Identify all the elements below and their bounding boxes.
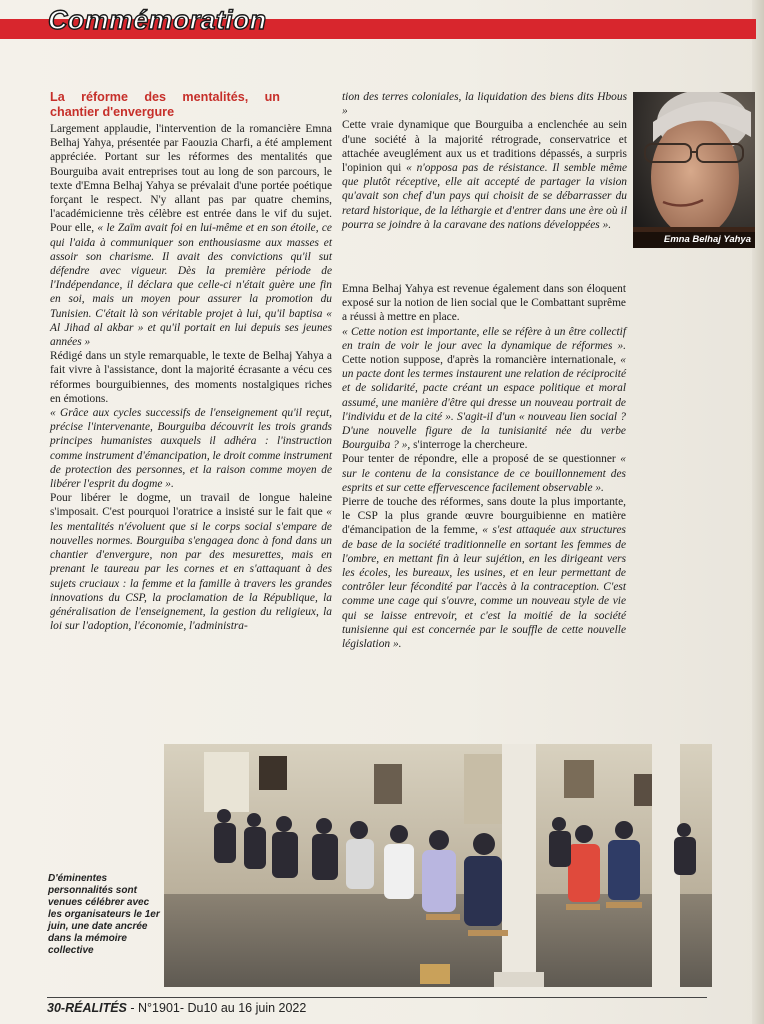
paragraph-text: Cette notion suppose, d'après la romancière internationale, xyxy=(342,354,617,367)
paragraph xyxy=(50,406,332,491)
quote-text: « les mentalités n'évoluent que si le corps social s'empare de nouvelles normes. Bourguiba s'engagea donc à fond dans un chantier d'envergure, non par des mesurettes, mais en prenant le taureau par les cornes et en s'attaquant à des sujets cruciaux : la femme et la famille à travers les grandes innovations du CSP, la proclamation de la République, la généralisation de l'enseignement, la gestion du religieux, la loi sur l'adoption, l'économie, l'administra- xyxy=(50,506,332,633)
quote-text: tion des terres coloniales, la liquidation des biens dits Hbous » xyxy=(342,91,627,118)
quote-text: « sur le contenu de la consistance de ce bouillonnement des esprits et sur cette effervescence facilement observable ». xyxy=(342,453,626,494)
paragraph xyxy=(342,118,627,232)
paragraph-text: Pour libérer le dogme, un travail de longue haleine s'imposait. C'est pourquoi l'oratrice a insisté sur le fait que xyxy=(50,492,332,519)
article-column-2-bottom xyxy=(342,282,626,651)
paragraph: Emna Belhaj Yahya est revenue également dans son éloquent exposé sur la notion de lien social que le Combattant suprême a réussi à mettre en place. xyxy=(342,283,626,324)
article-heading: La réforme des mentalités, un chantier d'envergure xyxy=(50,90,280,119)
paragraph xyxy=(342,452,626,495)
page-number: 30- xyxy=(47,1001,66,1015)
quote-text: « s'est attaquée aux structures de base de la société traditionnelle en sortant les femmes de l'ombre, en mettant fin à leur sujétion, en les dirigeant vers les écoles, les bureaux, les usines, et en leur permettant de contrôler leur fécondité par l'accès à la contraception. C'est comme une cage qui s'ouvre, comme un nouveau style de vie qui se laisse entrevoir, et c'est la moitié de la société tunisienne qui est concernée par le souffle de cette nouvelle législation ». xyxy=(342,524,626,651)
page-footer xyxy=(47,997,707,1018)
event-photo-image xyxy=(164,744,712,987)
quote-text: « Cette notion est importante, elle se réfère à un être collectif en train de voir le jour avec la dynamique de réformes ». xyxy=(342,325,626,352)
section-rubric: Commémoration xyxy=(48,5,267,35)
quote-text: « Grâce aux cycles successifs de l'enseignement qu'il reçut, précise l'intervenante, Bourguiba découvrit les trois grands principes humanistes auxquels il adhéra : l'instruction comme instrument d'émancipation, le droit comme instrument de protection des personnes, et la raison comme moyen de libérer l'esprit du dogme ». xyxy=(50,407,332,491)
paragraph-text: s'interroge la chercheure. xyxy=(413,439,528,452)
event-photo xyxy=(164,744,712,987)
paragraph xyxy=(342,90,627,118)
paragraph: Rédigé dans un style remarquable, le texte de Belhaj Yahya a fait vivre à l'assistance, dont la majorité écrasante a vécu ces réformes bourguibiennes, des moments nostalgiques riches en émotions. xyxy=(50,350,332,405)
paragraph xyxy=(50,491,332,633)
quote-text: « le Zaïm avait foi en lui-même et en son étoile, ce qui l'aida à communiquer son enthousiasme aux masses et assoir son charisme. Il avait des convictions qu'il sut défendre avec vigueur. Dès la première période de l'Indépendance, il déclara que celle-ci n'était guère une fin en soi, mais un moyen pour assurer la promotion du Tunisien. C'était là son véritable projet à lui, qu'il baptisa « Al Jihad al akbar » et qu'il portait en lui depuis ses jeunes années » xyxy=(50,222,332,349)
portrait-image xyxy=(633,92,755,248)
paragraph xyxy=(342,325,626,453)
paragraph-text: Pour tenter de répondre, elle a proposé de se questionner xyxy=(342,453,616,466)
quote-text: « un pacte dont les termes instaurent une relation de réciprocité et de solidarité, pacte créant un espace politique et moral assumé, une manière d'être qui dresse un nouveau portrait de l'individu et de la cité ». S'agit-il d'un « nouveau lien social ? D'une nouvelle figure de la tunisianité née du verbe Bourguiba ? », xyxy=(342,354,626,452)
paragraph-text: Cette vraie dynamique que Bourguiba a enclenchée au sein d'une société à la majorité rétrograde, conservatrice et attachée aveuglément aux us et traditions dépassés, a surpris l'opinion qui xyxy=(342,119,627,175)
article-column-1 xyxy=(50,90,332,633)
paragraph-text: Largement applaudie, l'intervention de la romancière Emna Belhaj Yahya, présentée par Faouzia Charfi, a été amplement appréciée. Portant sur les réformes des mentalités que Bourguiba avait entreprises tout au long de son parcours, le texte d'Emna Belhaj Yahya se prévalait d'une portée poétique forçant le respect. N'y allant pas par quatre chemins, l'académicienne très célèbre est entrée dans le vif du sujet. Pour elle, xyxy=(50,123,332,235)
quote-text: « n'opposa pas de résistance. Il semble même que plutôt réceptive, elle ait accepté de partager la vision qu'avait son chef d'un pays qui choisit de se débarrasser du retard historique, de la léthargie et d'entrer dans une ère où il pourra se joindre à la caravane des nations développées ». xyxy=(342,162,627,231)
photo-caption: D'éminentes personnalités sont venues célébrer avec les organisateurs le 1er juin, une date ancrée dans la mémoire collective xyxy=(48,873,160,956)
paragraph xyxy=(342,495,626,651)
magazine-name: RÉALITÉS xyxy=(65,1001,127,1015)
portrait-caption: Emna Belhaj Yahya xyxy=(633,232,755,248)
issue-info: - N°1901- Du10 au 16 juin 2022 xyxy=(130,1001,307,1015)
paragraph-text: Pierre de touche des réformes, sans doute la plus importante, le CSP la plus grande œuvre bourguibienne en matière d'émancipation de la femme, xyxy=(342,496,626,537)
paragraph xyxy=(50,122,332,349)
article-column-2-top xyxy=(342,90,627,232)
portrait-photo xyxy=(633,92,755,248)
